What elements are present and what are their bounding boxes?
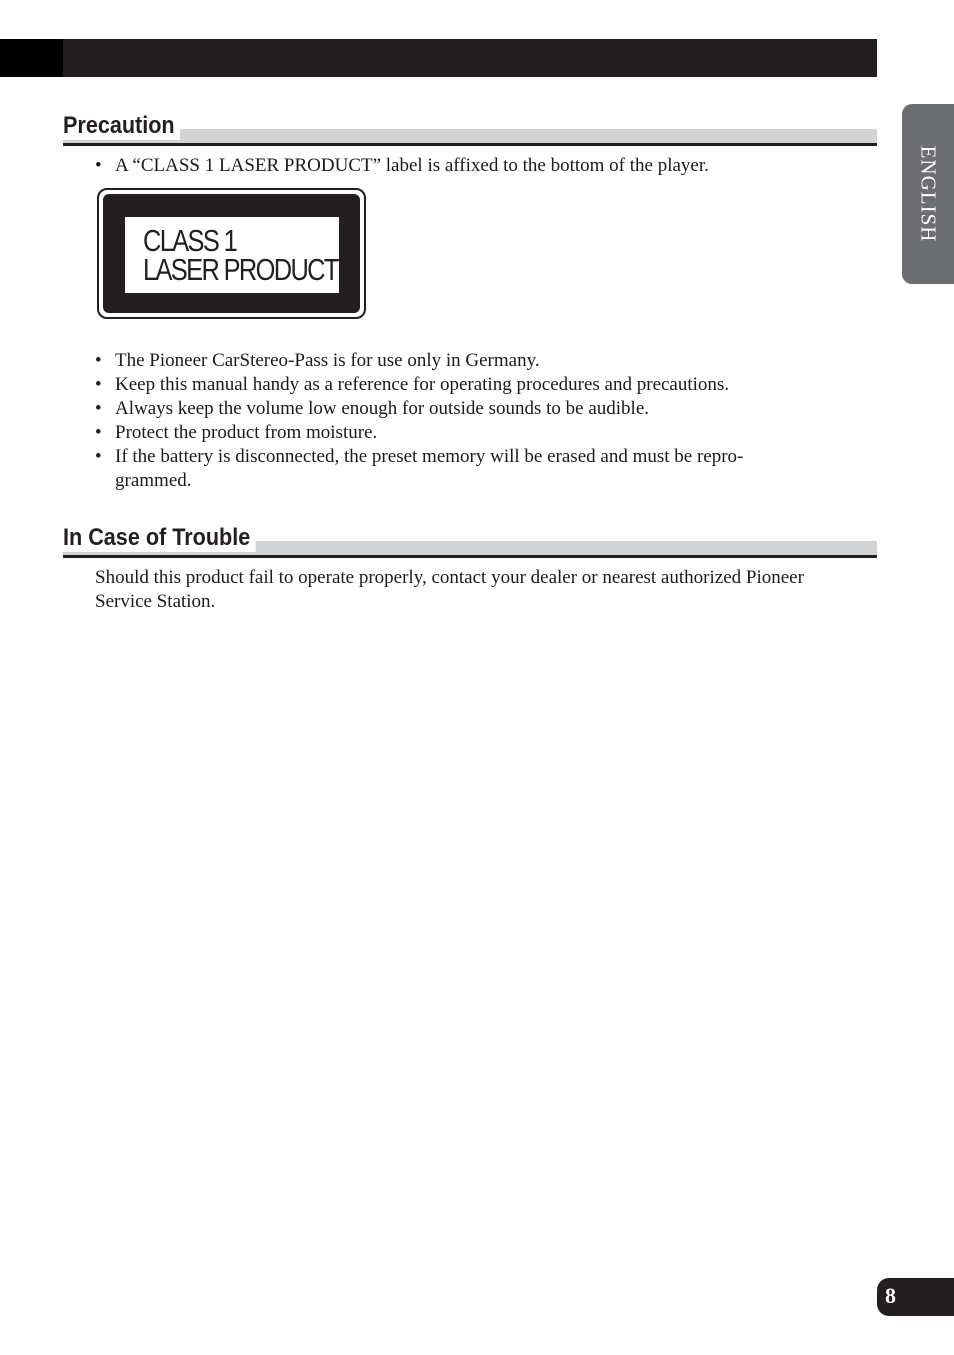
page-number: 8 — [885, 1283, 896, 1308]
page-number-tab — [877, 1278, 954, 1316]
header-bar-block — [0, 39, 63, 77]
laser-label-panel — [125, 217, 339, 293]
list-item — [95, 421, 805, 445]
heading-rule — [63, 143, 877, 146]
list-item — [95, 349, 805, 373]
precaution-list — [95, 349, 805, 493]
bullet-text: Protect the product from moisture. — [115, 422, 378, 443]
trouble-heading — [63, 524, 877, 558]
list-item — [95, 397, 805, 421]
list-item — [95, 445, 805, 493]
bullet-text: Keep this manual handy as a reference for operating procedures and precautions. — [115, 374, 730, 395]
list-item — [95, 154, 805, 178]
heading-grey-band — [63, 129, 877, 144]
trouble-heading-text: In Case of Trouble — [63, 524, 256, 552]
class-1-laser-label — [97, 188, 366, 319]
precaution-heading-text: Precaution — [63, 112, 180, 140]
list-item — [95, 373, 805, 397]
bullet-dot: • — [95, 350, 102, 371]
bullet-dot: • — [95, 398, 102, 419]
laser-label-border — [103, 194, 360, 313]
trouble-paragraph: Should this product fail to operate properly, contact your dealer or nearest authorized Pioneer Service Station. — [95, 567, 804, 612]
laser-label-line-2: LASER PRODUCT — [143, 252, 338, 287]
language-tab-label: ENGLISH — [916, 145, 941, 243]
bullet-dot: • — [95, 155, 102, 176]
precaution-first-list — [95, 154, 805, 178]
bullet-text: The Pioneer CarStereo-Pass is for use only in Germany. — [115, 350, 540, 371]
bullet-text: A “CLASS 1 LASER PRODUCT” label is affixed to the bottom of the player. — [115, 155, 709, 176]
precaution-heading — [63, 112, 877, 146]
bullet-text: If the battery is disconnected, the preset memory will be erased and must be repro-grammed. — [115, 446, 744, 491]
laser-label-line-1: CLASS 1 — [143, 223, 237, 258]
top-header-bar — [0, 39, 877, 77]
bullet-dot: • — [95, 374, 102, 395]
bullet-dot: • — [95, 422, 102, 443]
bullet-text: Always keep the volume low enough for outside sounds to be audible. — [115, 398, 650, 419]
heading-rule — [63, 555, 877, 558]
bullet-dot: • — [95, 446, 102, 467]
language-tab — [902, 104, 954, 284]
